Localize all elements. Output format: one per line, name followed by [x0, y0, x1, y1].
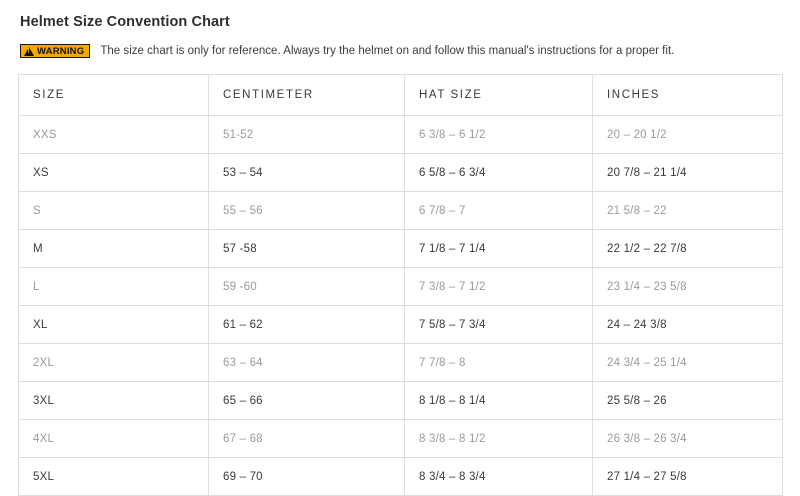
warning-text: The size chart is only for reference. Always try the helmet on and follow this manual's instructions for a proper fit. — [100, 45, 675, 57]
column-header-inches: INCHES — [593, 75, 783, 116]
table-row — [19, 420, 783, 458]
table-row — [19, 382, 783, 420]
column-header-hat-size: HAT SIZE — [405, 75, 593, 116]
cell-size: S — [19, 192, 209, 230]
table-row — [19, 458, 783, 496]
warning-triangle-icon — [24, 47, 34, 56]
size-chart-table — [18, 74, 783, 496]
warning-badge — [20, 44, 90, 58]
cell-hat-size: 6 5/8 – 6 3/4 — [405, 154, 593, 192]
column-header-centimeter: CENTIMETER — [209, 75, 405, 116]
cell-inches: 22 1/2 – 22 7/8 — [593, 230, 783, 268]
cell-hat-size: 6 7/8 – 7 — [405, 192, 593, 230]
cell-inches: 26 3/8 – 26 3/4 — [593, 420, 783, 458]
cell-inches: 25 5/8 – 26 — [593, 382, 783, 420]
cell-hat-size: 8 1/8 – 8 1/4 — [405, 382, 593, 420]
table-row — [19, 230, 783, 268]
warning-notice — [20, 44, 782, 58]
cell-centimeter: 53 – 54 — [209, 154, 405, 192]
cell-centimeter: 61 – 62 — [209, 306, 405, 344]
cell-inches: 23 1/4 – 23 5/8 — [593, 268, 783, 306]
cell-hat-size: 8 3/4 – 8 3/4 — [405, 458, 593, 496]
table-header-row — [19, 75, 783, 116]
page-title: Helmet Size Convention Chart — [20, 14, 230, 30]
cell-centimeter: 55 – 56 — [209, 192, 405, 230]
table-row — [19, 268, 783, 306]
cell-inches: 24 – 24 3/8 — [593, 306, 783, 344]
cell-hat-size: 7 7/8 – 8 — [405, 344, 593, 382]
cell-size: XS — [19, 154, 209, 192]
cell-size: XXS — [19, 116, 209, 154]
cell-size: 3XL — [19, 382, 209, 420]
cell-size: 4XL — [19, 420, 209, 458]
warning-badge-label: WARNING — [37, 45, 85, 57]
table-row — [19, 116, 783, 154]
cell-hat-size: 7 5/8 – 7 3/4 — [405, 306, 593, 344]
cell-centimeter: 69 – 70 — [209, 458, 405, 496]
table-row — [19, 306, 783, 344]
cell-inches: 20 7/8 – 21 1/4 — [593, 154, 783, 192]
cell-inches: 27 1/4 – 27 5/8 — [593, 458, 783, 496]
cell-size: XL — [19, 306, 209, 344]
cell-hat-size: 7 3/8 – 7 1/2 — [405, 268, 593, 306]
cell-hat-size: 7 1/8 – 7 1/4 — [405, 230, 593, 268]
cell-centimeter: 59 -60 — [209, 268, 405, 306]
cell-centimeter: 57 -58 — [209, 230, 405, 268]
cell-hat-size: 8 3/8 – 8 1/2 — [405, 420, 593, 458]
table-row — [19, 344, 783, 382]
table-row — [19, 154, 783, 192]
cell-size: M — [19, 230, 209, 268]
column-header-size: SIZE — [19, 75, 209, 116]
cell-inches: 24 3/4 – 25 1/4 — [593, 344, 783, 382]
cell-inches: 21 5/8 – 22 — [593, 192, 783, 230]
cell-size: 5XL — [19, 458, 209, 496]
cell-hat-size: 6 3/8 – 6 1/2 — [405, 116, 593, 154]
cell-centimeter: 63 – 64 — [209, 344, 405, 382]
cell-size: L — [19, 268, 209, 306]
cell-centimeter: 65 – 66 — [209, 382, 405, 420]
table-row — [19, 192, 783, 230]
cell-centimeter: 67 – 68 — [209, 420, 405, 458]
cell-centimeter: 51-52 — [209, 116, 405, 154]
cell-size: 2XL — [19, 344, 209, 382]
cell-inches: 20 – 20 1/2 — [593, 116, 783, 154]
